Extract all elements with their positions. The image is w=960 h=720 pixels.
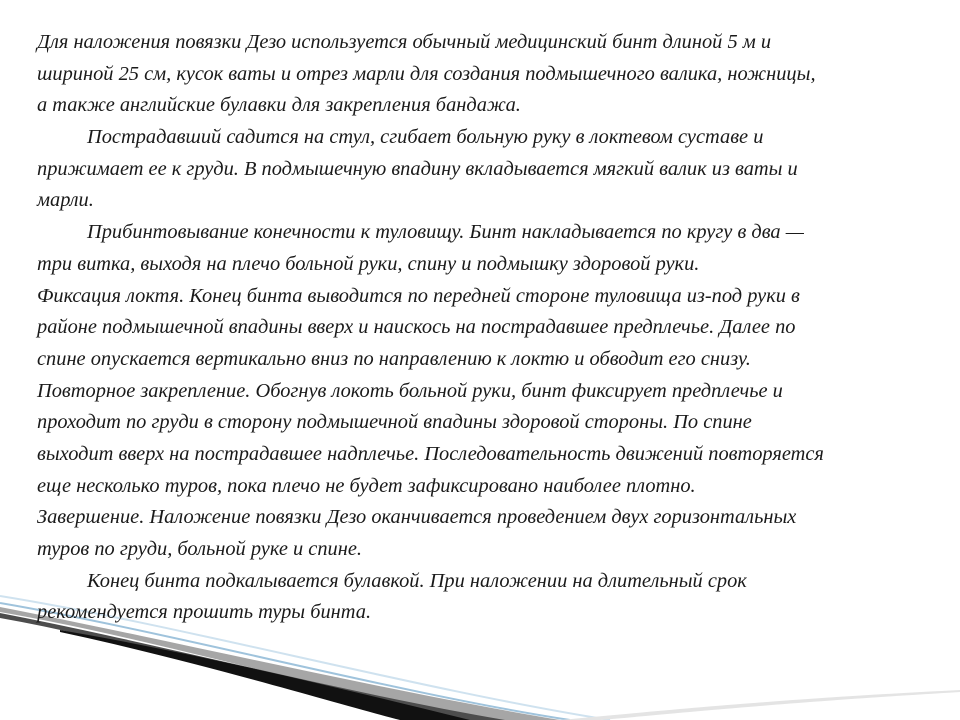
text-line: Повторное закрепление. Обогнув локоть больной руки, бинт фиксирует предплечье и <box>37 379 783 402</box>
text-line: Конец бинта подкалывается булавкой. При наложении на длительный срок <box>87 569 747 592</box>
text-line: районе подмышечной впадины вверх и наискось на пострадавшее предплечье. Далее по <box>37 316 796 339</box>
text-line: еще несколько туров, пока плечо не будет зафиксировано наиболее плотно. <box>37 474 696 497</box>
text-line: туров по груди, больной руке и спине. <box>37 538 363 560</box>
text-line: марли. <box>37 189 94 212</box>
wave-band-dark <box>60 630 470 720</box>
text-line: спине опускается вертикально вниз по направлению к локтю и обводит его снизу. <box>37 347 751 370</box>
text-line: Прибинтовывание конечности к туловищу. Бинт накладывается по кругу в два — <box>87 221 804 244</box>
text-line: Для наложения повязки Дезо используется обычный медицинский бинт длиной 5 м и <box>37 31 772 53</box>
slide-body-text <box>37 27 942 629</box>
wave-tail-light <box>560 690 960 720</box>
text-line: проходит по груди в сторону подмышечной впадины здоровой стороны. По спине <box>37 411 752 434</box>
text-line: рекомендуется прошить туры бинта. <box>37 601 372 624</box>
text-line: а также английские булавки для закрепления бандажа. <box>37 94 521 117</box>
text-line: три витка, выходя на плечо больной руки, спину и подмышку здоровой руки. <box>37 252 700 275</box>
text-line: Завершение. Наложение повязки Дезо оканчивается проведением двух горизонтальных <box>37 506 797 529</box>
text-line: шириной 25 см, кусок ваты и отрез марли для создания подмышечного валика, ножницы, <box>37 62 816 85</box>
text-line: Пострадавший садится на стул, сгибает больную руку в локтевом суставе и <box>87 126 764 149</box>
text-line: Фиксация локтя. Конец бинта выводится по передней стороне туловища из-под руки в <box>37 284 800 307</box>
text-line: прижимает ее к груди. В подмышечную впадину вкладывается мягкий валик из ваты и <box>37 157 798 180</box>
text-line: выходит вверх на пострадавшее надплечье. Последовательность движений повторяется <box>37 442 824 465</box>
